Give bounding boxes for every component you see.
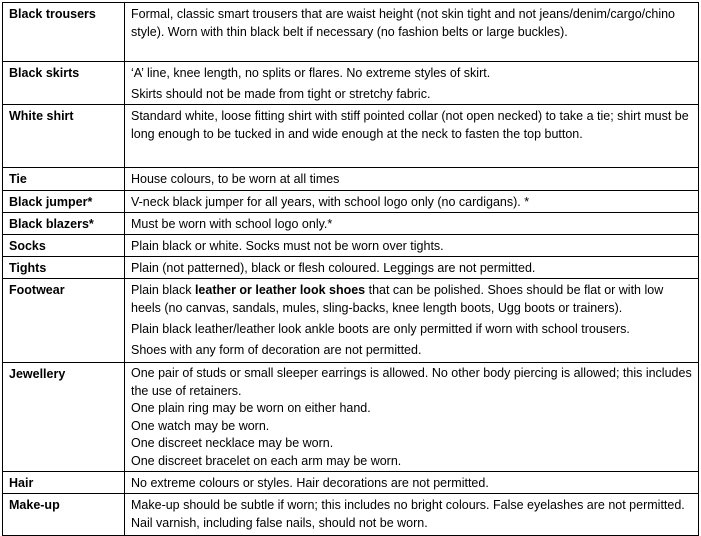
- table-row: [3, 213, 699, 235]
- table-row: [3, 279, 699, 363]
- item-rule: [125, 191, 699, 213]
- rule-line: One plain ring may be worn on either hand.: [131, 401, 371, 415]
- rule-line: One pair of studs or small sleeper earrings is allowed. No other body piercing is allowed; this includes the use of retainers.: [131, 366, 692, 398]
- item-name: Black trousers: [3, 3, 125, 62]
- item-rule: [125, 168, 699, 191]
- item-rule: [125, 235, 699, 257]
- item-name: Black blazers*: [3, 213, 125, 235]
- item-rule: [125, 3, 699, 62]
- item-rule: [125, 257, 699, 279]
- uniform-policy-table: [2, 2, 699, 536]
- item-rule: [125, 279, 699, 363]
- rule-line: Formal, classic smart trousers that are waist height (not skin tight and not jeans/denim/cargo/chino style). Worn with thin black belt if necessary (no fashion belts or large buckles).: [131, 7, 676, 39]
- rule-text: that can be polished. Shoes should be flat or with low heels (no canvas, sandals, mules, sling-backs, knee length boots, Ugg boots or trainers).: [131, 283, 664, 315]
- table-row: [3, 235, 699, 257]
- table-row: [3, 105, 699, 168]
- rule-line: Skirts should not be made from tight or stretchy fabric.: [131, 87, 431, 101]
- rule-line: Plain black or white. Socks must not be worn over tights.: [131, 239, 444, 253]
- item-name: Socks: [3, 235, 125, 257]
- table-row: [3, 363, 699, 472]
- rule-line: ‘A’ line, knee length, no splits or flares. No extreme styles of skirt.: [131, 66, 491, 80]
- rule-line: Shoes with any form of decoration are not permitted.: [131, 343, 422, 357]
- rule-line: One discreet necklace may be worn.: [131, 436, 334, 450]
- table-row: [3, 168, 699, 191]
- item-name: Tights: [3, 257, 125, 279]
- item-name: Jewellery: [3, 363, 125, 472]
- item-name: Tie: [3, 168, 125, 191]
- rule-line: [131, 281, 692, 317]
- item-rule: [125, 363, 699, 472]
- table-row: [3, 257, 699, 279]
- rule-line: Make-up should be subtle if worn; this includes no bright colours. False eyelashes are not permitted. Nail varnish, including false nails, should not be worn.: [131, 498, 685, 530]
- item-name: Black jumper*: [3, 191, 125, 213]
- item-rule: [125, 472, 699, 494]
- table-row: [3, 3, 699, 62]
- rule-line: Standard white, loose fitting shirt with stiff pointed collar (not open necked) to take a tie; shirt must be long enough to be tucked in and wide enough at the neck to fasten the top button.: [131, 109, 689, 141]
- rule-line: V-neck black jumper for all years, with school logo only (no cardigans). *: [131, 195, 530, 209]
- rule-line: House colours, to be worn at all times: [131, 172, 340, 186]
- table-row: [3, 191, 699, 213]
- item-rule: [125, 105, 699, 168]
- item-rule: [125, 62, 699, 105]
- rule-text: Plain black: [131, 283, 195, 297]
- item-name: Footwear: [3, 279, 125, 363]
- rule-line: One watch may be worn.: [131, 418, 270, 433]
- rule-line: Must be worn with school logo only.*: [131, 217, 333, 231]
- table-row: [3, 472, 699, 494]
- item-name: Make-up: [3, 494, 125, 536]
- item-rule: [125, 213, 699, 235]
- item-name: Hair: [3, 472, 125, 494]
- item-rule: [125, 494, 699, 536]
- rule-line: One discreet bracelet on each arm may be worn.: [131, 453, 402, 468]
- rule-emphasis: leather or leather look shoes: [194, 283, 366, 297]
- rule-line: No extreme colours or styles. Hair decorations are not permitted.: [131, 476, 489, 490]
- rule-line: Plain black leather/leather look ankle boots are only permitted if worn with school trousers.: [131, 322, 630, 336]
- table-row: [3, 62, 699, 105]
- rule-line: Plain (not patterned), black or flesh coloured. Leggings are not permitted.: [131, 261, 536, 275]
- item-name: White shirt: [3, 105, 125, 168]
- table-row: [3, 494, 699, 536]
- item-name: Black skirts: [3, 62, 125, 105]
